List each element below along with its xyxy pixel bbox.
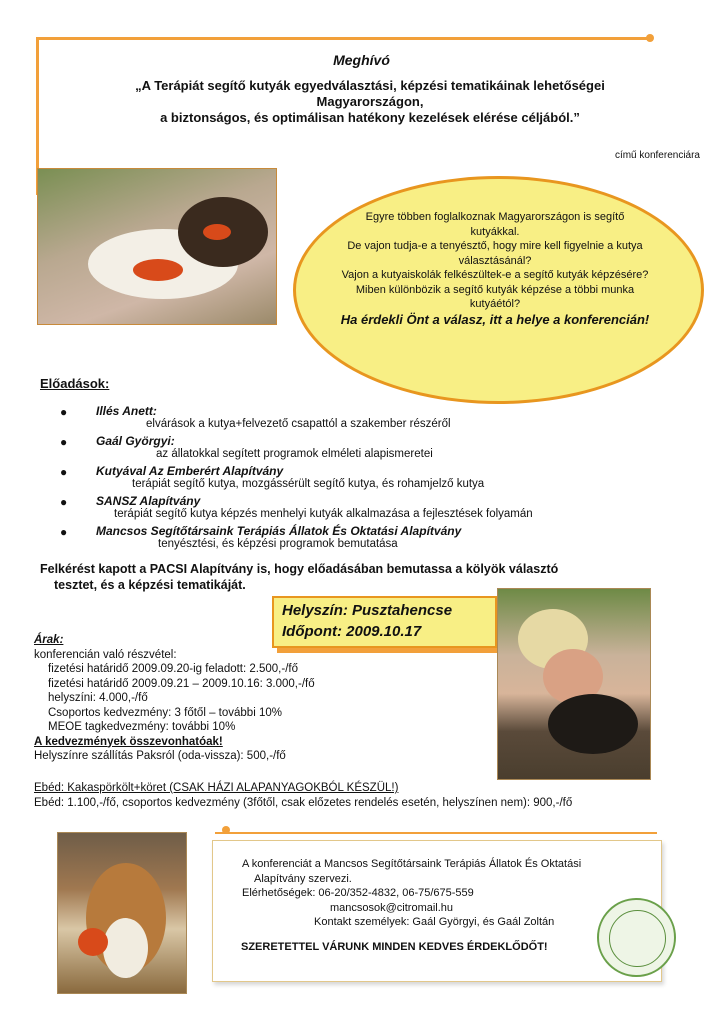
bullet-icon: ● [60,465,68,479]
contact-persons: Kontakt személyek: Gaál Györgyi, és Gaál Zoltán [314,916,555,928]
pacsi-note-line2: tesztet, és a képzési tematikáját. [54,578,246,592]
discount-note: A kedvezmények összevonhatóak! [34,735,223,748]
bullet-icon: ● [60,525,68,539]
lecture-item [60,434,680,460]
bubble-question-2: De vajon tudja-e a tenyésztő, hogy mire kell figyelnie a kutya választásánál? [347,240,643,267]
contact-info [242,857,642,930]
lectures-heading: Előadások: [40,376,110,391]
woman-with-dog-photo [497,588,651,780]
vest-shape [133,259,183,281]
foundation-logo [597,898,676,977]
lecture-topic: tenyésztési, és képzési programok bemutatása [158,538,398,550]
bubble-question-1: Egyre többen foglalkoznak Magyarországon is segítő kutyákkal. [365,211,625,238]
price-line: helyszíni: 4.000,-/fő [48,692,148,704]
organizer-line: A konferenciát a Mancsos Segítőtársaink Terápiás Állatok És Oktatási [242,858,582,870]
lecture-topic: terápiát segítő kutya képzés menhelyi kutyák alkalmazása a fejlesztések folyamán [114,508,533,520]
lecture-list [60,404,680,554]
price-line: konferencián való részvétel: [34,648,177,661]
lecture-item [60,464,680,490]
price-line: MEOE tagkedvezmény: további 10% [48,721,236,733]
lecture-topic: terápiát segítő kutya, mozgássérült segítő kutya, és rohamjelző kutya [132,478,485,490]
lunch-section [34,781,674,810]
logo-ring [609,910,666,967]
lecture-speaker: SANSZ Alapítvány [96,494,201,508]
bullet-icon: ● [60,435,68,449]
pacsi-note-line1: Felkérést kapott a PACSI Alapítvány is, hogy előadásában bemutassa a kölyök választó [40,562,559,576]
conference-title-line2: Magyarországon, [316,94,424,109]
price-line: fizetési határidő 2009.09.20-ig feladott: 2.500,-/fő [48,663,298,675]
vest-shape-3 [78,928,108,956]
lunch-menu: Ebéd: Kakaspörkölt+köret (CSAK HÁZI ALAPANYAGOKBÓL KÉSZÜL!) [34,782,399,794]
bubble-question-4: Miben különbözik a segítő kutyák képzése a többi munka kutyáétól? [355,283,635,310]
lecture-speaker: Mancsos Segítőtársaink Terápiás Állatok És Oktatási Alapítvány [96,524,462,538]
conference-title-line3: a biztonságos, és optimálisan hatékony kezelések elérése céljából.” [160,110,580,125]
lecture-topic: elvárások a kutya+felvezető csapattól a szakember részéről [146,418,451,430]
organizer-line: Alapítvány szervezi. [254,872,352,885]
price-line: fizetési határidő 2009.09.21 – 2009.10.16: 3.000,-/fő [48,677,315,690]
puppy-shape [548,694,638,754]
lecture-speaker: Kutyával Az Emberért Alapítvány [96,464,284,478]
note-pin-dot [222,826,230,834]
welcome-message: SZERETETTEL VÁRUNK MINDEN KEDVES ÉRDEKLŐDŐT! [241,941,548,953]
vest-shape-2 [203,224,231,240]
lecture-topic: az állatokkal segített programok elméleti alapismeretei [156,448,433,460]
prices-heading: Árak: [34,634,64,646]
bubble-question-3: Vajon a kutyaiskolák felkészültek-e a segítő kutyák képzésére? [341,269,649,281]
collie-chest-shape [103,918,148,978]
collie-photo [57,832,187,994]
phone-numbers: Elérhetőségek: 06-20/352-4832, 06-75/675-559 [242,887,474,899]
email-address[interactable]: mancsosok@citromail.hu [330,901,454,914]
question-bubble-text [340,210,650,327]
transport-price: Helyszínre szállítás Paksról (oda-vissza): 500,-/fő [34,750,286,762]
conference-title [60,78,680,126]
dogs-photo [37,168,277,325]
lecture-speaker: Gaál Györgyi: [96,434,175,448]
prices-section [34,633,494,764]
lecture-item [60,524,680,550]
conference-subtitle: című konferenciára [614,150,700,161]
frame-corner-dot [646,34,654,42]
bullet-icon: ● [60,405,68,419]
note-top-line [215,832,657,834]
bubble-call-to-action: Ha érdekli Önt a válasz, itt a helye a konferencián! [340,311,650,327]
lunch-price: Ebéd: 1.100,-/fő, csoportos kedvezmény (3főtől, csak előzetes rendelés esetén, helyszínen nem): 900,-/fő [34,796,573,809]
lecture-speaker: Illés Anett: [96,404,157,418]
conference-title-line1: „A Terápiát segítő kutyák egyedválasztási, képzési tematikáinak lehetőségei [135,78,605,93]
invitation-title: Meghívó [333,52,390,68]
frame-top-line [38,37,650,40]
venue-date: Időpont: 2009.10.17 [282,623,422,640]
price-line: Csoportos kedvezmény: 3 főtől – további 10% [48,706,282,719]
lecture-item [60,494,680,520]
bullet-icon: ● [60,495,68,509]
lecture-item [60,404,680,430]
venue-place: Helyszín: Pusztahencse [282,602,453,619]
